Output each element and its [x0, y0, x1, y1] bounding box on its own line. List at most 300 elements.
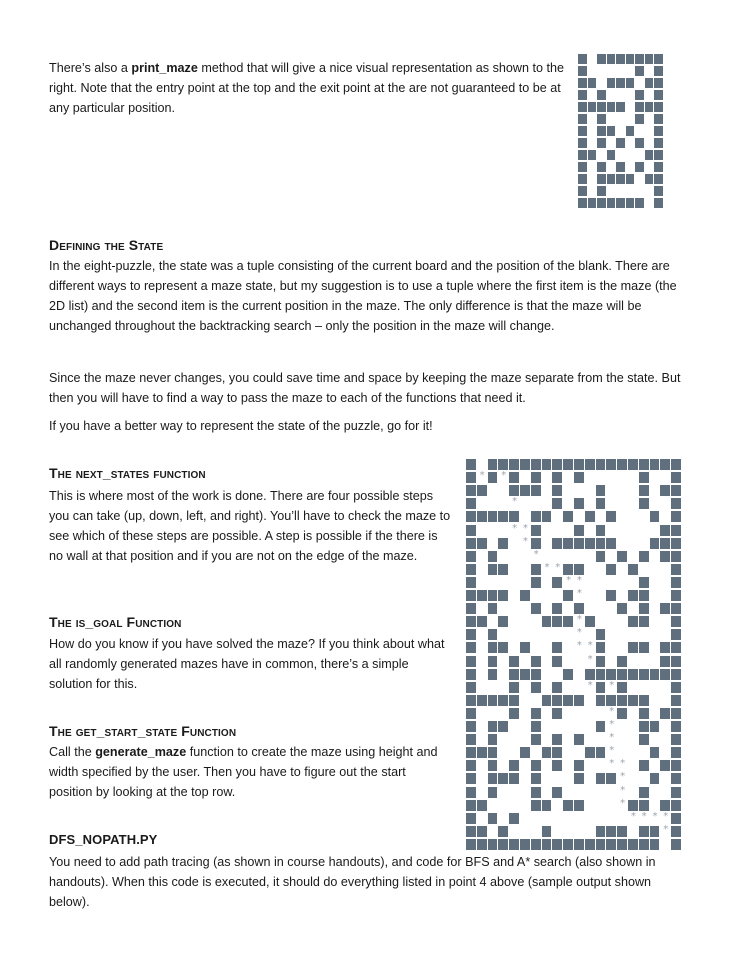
maze-wall-cell — [596, 642, 606, 653]
maze-wall-cell — [552, 747, 562, 758]
maze-wall-cell — [635, 162, 644, 172]
maze-wall-cell — [639, 721, 649, 732]
maze-wall-cell — [671, 747, 681, 758]
maze-wall-cell — [645, 54, 654, 64]
maze-wall-cell — [671, 590, 681, 601]
maze-wall-cell — [466, 498, 476, 509]
maze-wall-cell — [488, 564, 498, 575]
maze-wall-cell — [488, 459, 498, 470]
maze-wall-cell — [542, 826, 552, 837]
maze-wall-cell — [639, 708, 649, 719]
maze-wall-cell — [531, 721, 541, 732]
maze-wall-cell — [531, 656, 541, 667]
maze-wall-cell — [654, 150, 663, 160]
maze-wall-cell — [650, 669, 660, 680]
maze-wall-cell — [626, 78, 635, 88]
maze-wall-cell — [563, 616, 573, 627]
maze-wall-cell — [542, 800, 552, 811]
maze-wall-cell — [596, 669, 606, 680]
maze-path-marker: * — [522, 522, 529, 534]
maze-wall-cell — [552, 708, 562, 719]
maze-wall-cell — [574, 773, 584, 784]
maze-wall-cell — [626, 174, 635, 184]
maze-wall-cell — [635, 102, 644, 112]
maze-wall-cell — [488, 642, 498, 653]
maze-wall-cell — [616, 78, 625, 88]
maze-wall-cell — [477, 747, 487, 758]
maze-wall-cell — [660, 603, 670, 614]
maze-wall-cell — [552, 603, 562, 614]
maze-wall-cell — [477, 590, 487, 601]
maze-wall-cell — [606, 538, 616, 549]
maze-path-marker: * — [619, 758, 626, 770]
maze-wall-cell — [596, 721, 606, 732]
maze-wall-cell — [488, 747, 498, 758]
maze-wall-cell — [671, 787, 681, 798]
maze-wall-cell — [628, 459, 638, 470]
maze-wall-cell — [498, 642, 508, 653]
maze-wall-cell — [563, 459, 573, 470]
maze-wall-cell — [563, 800, 573, 811]
maze-wall-cell — [660, 538, 670, 549]
maze-wall-cell — [477, 839, 487, 850]
maze-wall-cell — [574, 538, 584, 549]
maze-wall-cell — [552, 472, 562, 483]
maze-wall-cell — [597, 198, 606, 208]
maze-wall-cell — [531, 577, 541, 588]
intro-paragraph: There’s also a print_maze method that will give a nice visual representation as shown to the right. Note that the entry point at the top and the exit point at the are not guaranteed to be at any particular position. — [49, 61, 564, 115]
maze-wall-cell — [552, 839, 562, 850]
maze-wall-cell — [639, 826, 649, 837]
maze-wall-cell — [671, 629, 681, 640]
maze-wall-cell — [671, 695, 681, 706]
maze-wall-cell — [628, 564, 638, 575]
maze-wall-cell — [650, 747, 660, 758]
maze-wall-cell — [498, 538, 508, 549]
maze-wall-cell — [552, 577, 562, 588]
maze-wall-cell — [466, 734, 476, 745]
maze-wall-cell — [542, 695, 552, 706]
maze-wall-cell — [466, 577, 476, 588]
maze-wall-cell — [488, 603, 498, 614]
maze-wall-cell — [477, 485, 487, 496]
maze-wall-cell — [597, 126, 606, 136]
maze-wall-cell — [635, 114, 644, 124]
maze-wall-cell — [654, 90, 663, 100]
maze-wall-cell — [488, 760, 498, 771]
maze-wall-cell — [628, 616, 638, 627]
maze-path-marker: * — [576, 588, 583, 599]
maze-wall-cell — [654, 174, 663, 184]
maze-wall-cell — [607, 102, 616, 112]
maze-wall-cell — [671, 472, 681, 483]
maze-wall-cell — [574, 760, 584, 771]
maze-wall-cell — [498, 826, 508, 837]
maze-wall-cell — [466, 695, 476, 706]
maze-wall-cell — [488, 590, 498, 601]
defining-state-paragraph-1: In the eight-puzzle, the state was a tuple consisting of the current board and the position of the blank. There are different ways to represent a maze state, but my suggestion is to use a tuple where the first item is the maze (the 2D list) and the second item is the current position in the maze. The only difference is that the maze will be unchanged throughout the backtracking search – only the position in the maze will change. — [49, 259, 677, 333]
maze-wall-cell — [466, 590, 476, 601]
maze-wall-cell — [628, 590, 638, 601]
maze-wall-cell — [563, 590, 573, 601]
maze-wall-cell — [520, 747, 530, 758]
maze-wall-cell — [588, 198, 597, 208]
maze-wall-cell — [606, 839, 616, 850]
maze-wall-cell — [578, 162, 587, 172]
maze-wall-cell — [585, 616, 595, 627]
dfs-nopath-paragraph: You need to add path tracing (as shown in course handouts), and code for BFS and A* search (also shown in handouts). When this code is executed, it should do everything listed in point 4 above (sample output shown below). — [49, 855, 656, 909]
maze-wall-cell — [585, 839, 595, 850]
maze-wall-cell — [671, 656, 681, 667]
maze-wall-cell — [498, 590, 508, 601]
maze-wall-cell — [596, 538, 606, 549]
maze-wall-cell — [606, 590, 616, 601]
next-states-paragraph: This is where most of the work is done. There are four possible steps you can take (up, down, left, and right). You’ll have to check the maze to see which of these steps are possible. A step is possible if the there is no wall at that position and if you are not on the edge of the maze. — [49, 489, 451, 563]
maze-wall-cell — [617, 551, 627, 562]
maze-wall-cell — [607, 54, 616, 64]
maze-wall-cell — [531, 734, 541, 745]
maze-wall-cell — [628, 695, 638, 706]
maze-wall-cell — [654, 102, 663, 112]
maze-wall-cell — [466, 603, 476, 614]
maze-path-marker: * — [608, 719, 615, 730]
maze-wall-cell — [588, 102, 597, 112]
maze-wall-cell — [617, 839, 627, 850]
maze-path-marker: * — [576, 640, 583, 652]
maze-wall-cell — [466, 616, 476, 627]
maze-wall-cell — [477, 826, 487, 837]
maze-wall-cell — [654, 138, 663, 148]
maze-wall-cell — [616, 198, 625, 208]
maze-wall-cell — [596, 656, 606, 667]
maze-path-marker: * — [500, 470, 507, 482]
maze-wall-cell — [552, 695, 562, 706]
maze-wall-cell — [509, 656, 519, 667]
maze-wall-cell — [531, 708, 541, 719]
maze-wall-cell — [574, 695, 584, 706]
maze-wall-cell — [488, 511, 498, 522]
maze-wall-cell — [466, 669, 476, 680]
maze-path-marker: * — [479, 470, 486, 482]
maze-wall-cell — [671, 721, 681, 732]
maze-wall-cell — [616, 138, 625, 148]
maze-wall-cell — [617, 826, 627, 837]
is-goal-heading: The is_goal Function — [49, 614, 182, 630]
maze-wall-cell — [606, 773, 616, 784]
maze-wall-cell — [639, 498, 649, 509]
maze-wall-cell — [639, 472, 649, 483]
print-maze-term: print_maze — [131, 61, 198, 75]
maze-wall-cell — [597, 54, 606, 64]
maze-wall-cell — [639, 839, 649, 850]
maze-wall-cell — [596, 498, 606, 509]
maze-wall-cell — [639, 760, 649, 771]
maze-wall-cell — [509, 813, 519, 824]
maze-wall-cell — [650, 826, 660, 837]
maze-wall-cell — [597, 114, 606, 124]
maze-wall-cell — [596, 682, 606, 693]
maze-wall-cell — [531, 839, 541, 850]
maze-path-marker: * — [662, 810, 669, 822]
maze-wall-cell — [617, 656, 627, 667]
maze-wall-cell — [488, 813, 498, 824]
maze-wall-cell — [671, 839, 681, 850]
maze-wall-cell — [650, 773, 660, 784]
maze-wall-cell — [466, 485, 476, 496]
maze-wall-cell — [671, 826, 681, 837]
maze-wall-cell — [466, 459, 476, 470]
maze-wall-cell — [466, 472, 476, 483]
maze-wall-cell — [635, 54, 644, 64]
maze-path-marker: * — [619, 771, 626, 783]
maze-wall-cell — [671, 682, 681, 693]
maze-wall-cell — [498, 695, 508, 706]
maze-wall-cell — [466, 511, 476, 522]
maze-wall-cell — [617, 459, 627, 470]
maze-path-marker: * — [608, 745, 615, 757]
maze-wall-cell — [542, 747, 552, 758]
maze-wall-cell — [477, 695, 487, 706]
maze-wall-cell — [585, 538, 595, 549]
maze-wall-cell — [466, 629, 476, 640]
maze-wall-cell — [671, 708, 681, 719]
maze-wall-cell — [531, 511, 541, 522]
maze-wall-cell — [498, 616, 508, 627]
maze-wall-cell — [466, 826, 476, 837]
maze-wall-cell — [616, 102, 625, 112]
maze-wall-cell — [542, 459, 552, 470]
maze-wall-cell — [498, 721, 508, 732]
maze-wall-cell — [563, 839, 573, 850]
maze-wall-cell — [578, 150, 587, 160]
maze-wall-cell — [671, 511, 681, 522]
maze-path-marker: * — [608, 679, 615, 691]
maze-wall-cell — [563, 669, 573, 680]
maze-wall-cell — [552, 760, 562, 771]
maze-wall-cell — [597, 174, 606, 184]
maze-wall-cell — [671, 773, 681, 784]
maze-wall-cell — [606, 826, 616, 837]
maze-wall-cell — [578, 102, 587, 112]
maze-wall-cell — [639, 590, 649, 601]
maze-wall-cell — [466, 538, 476, 549]
maze-wall-cell — [488, 656, 498, 667]
maze-wall-cell — [578, 54, 587, 64]
maze-wall-cell — [466, 800, 476, 811]
maze-wall-cell — [639, 485, 649, 496]
maze-wall-cell — [639, 669, 649, 680]
maze-wall-cell — [671, 564, 681, 575]
maze-wall-cell — [578, 114, 587, 124]
maze-wall-cell — [531, 459, 541, 470]
maze-wall-cell — [585, 459, 595, 470]
maze-wall-cell — [635, 66, 644, 76]
maze-wall-cell — [498, 511, 508, 522]
maze-wall-cell — [596, 839, 606, 850]
maze-wall-cell — [617, 603, 627, 614]
maze-wall-cell — [574, 525, 584, 536]
maze-wall-cell — [596, 525, 606, 536]
maze-wall-cell — [498, 564, 508, 575]
maze-wall-cell — [617, 682, 627, 693]
maze-wall-cell — [509, 459, 519, 470]
maze-wall-cell — [617, 669, 627, 680]
maze-wall-cell — [509, 682, 519, 693]
maze-wall-cell — [671, 642, 681, 653]
maze-wall-cell — [671, 551, 681, 562]
maze-wall-cell — [542, 616, 552, 627]
maze-wall-cell — [488, 773, 498, 784]
maze-wall-cell — [596, 695, 606, 706]
maze-wall-cell — [645, 150, 654, 160]
maze-wall-cell — [616, 162, 625, 172]
maze-wall-cell — [542, 839, 552, 850]
maze-wall-cell — [531, 800, 541, 811]
maze-wall-cell — [574, 459, 584, 470]
maze-wall-cell — [466, 747, 476, 758]
maze-wall-cell — [596, 629, 606, 640]
maze-wall-cell — [671, 734, 681, 745]
maze-wall-cell — [488, 839, 498, 850]
maze-wall-cell — [574, 839, 584, 850]
maze-wall-cell — [552, 656, 562, 667]
maze-wall-cell — [509, 669, 519, 680]
maze-wall-cell — [509, 708, 519, 719]
maze-wall-cell — [654, 186, 663, 196]
maze-path-marker: * — [543, 561, 550, 573]
maze-path-marker: * — [662, 823, 669, 835]
maze-wall-cell — [606, 511, 616, 522]
maze-wall-cell — [531, 669, 541, 680]
maze-wall-cell — [488, 472, 498, 483]
maze-wall-cell — [628, 839, 638, 850]
maze-wall-cell — [654, 66, 663, 76]
maze-wall-cell — [597, 138, 606, 148]
maze-wall-cell — [552, 485, 562, 496]
maze-wall-cell — [607, 126, 616, 136]
generate-maze-term: generate_maze — [95, 745, 187, 759]
maze-wall-cell — [509, 760, 519, 771]
maze-wall-cell — [596, 459, 606, 470]
maze-wall-cell — [552, 682, 562, 693]
maze-wall-cell — [650, 839, 660, 850]
maze-wall-cell — [660, 669, 670, 680]
maze-wall-cell — [639, 603, 649, 614]
maze-wall-cell — [466, 708, 476, 719]
maze-wall-cell — [531, 773, 541, 784]
maze-wall-cell — [607, 78, 616, 88]
maze-wall-cell — [477, 511, 487, 522]
maze-wall-cell — [552, 498, 562, 509]
maze-wall-cell — [597, 90, 606, 100]
maze-wall-cell — [660, 551, 670, 562]
maze-wall-cell — [596, 551, 606, 562]
maze-wall-cell — [671, 577, 681, 588]
maze-wall-cell — [542, 511, 552, 522]
maze-wall-cell — [520, 459, 530, 470]
maze-path-marker: * — [608, 705, 615, 717]
maze-path-marker: * — [576, 614, 583, 626]
maze-wall-cell — [645, 78, 654, 88]
maze-wall-cell — [607, 198, 616, 208]
maze-wall-cell — [488, 551, 498, 562]
is-goal-paragraph: How do you know if you have solved the maze? If you think about what all randomly generated mazes have in common, there’s a simple solution for this. — [49, 637, 445, 691]
maze-wall-cell — [645, 102, 654, 112]
maze-wall-cell — [578, 198, 587, 208]
maze-wall-cell — [616, 54, 625, 64]
maze-wall-cell — [531, 485, 541, 496]
maze-wall-cell — [477, 800, 487, 811]
maze-wall-cell — [654, 54, 663, 64]
maze-wall-cell — [654, 162, 663, 172]
maze-path-marker: * — [576, 627, 583, 639]
next-states-heading: The next_states function — [49, 465, 206, 481]
maze-wall-cell — [596, 747, 606, 758]
maze-wall-cell — [531, 564, 541, 575]
maze-wall-cell — [578, 174, 587, 184]
maze-wall-cell — [606, 459, 616, 470]
maze-wall-cell — [466, 642, 476, 653]
maze-wall-cell — [578, 90, 587, 100]
maze-wall-cell — [466, 656, 476, 667]
maze-wall-cell — [597, 186, 606, 196]
maze-wall-cell — [531, 682, 541, 693]
defining-state-paragraph-3: If you have a better way to represent the state of the puzzle, go for it! — [49, 419, 433, 433]
maze-wall-cell — [626, 126, 635, 136]
maze-wall-cell — [660, 459, 670, 470]
maze-path-marker: * — [619, 797, 626, 809]
maze-wall-cell — [509, 695, 519, 706]
maze-wall-cell — [574, 800, 584, 811]
maze-wall-cell — [466, 813, 476, 824]
maze-wall-cell — [488, 734, 498, 745]
maze-wall-cell — [660, 642, 670, 653]
maze-wall-cell — [488, 787, 498, 798]
maze-path-marker: * — [608, 758, 615, 770]
maze-path-marker: * — [554, 561, 561, 573]
dfs-nopath-heading: DFS_NOPATH.PY — [49, 832, 158, 847]
maze-wall-cell — [498, 839, 508, 850]
maze-path-marker: * — [630, 810, 637, 822]
maze-wall-cell — [520, 485, 530, 496]
maze-wall-cell — [509, 839, 519, 850]
maze-wall-cell — [466, 839, 476, 850]
maze-path-marker: * — [608, 732, 615, 744]
maze-wall-cell — [671, 616, 681, 627]
maze-wall-cell — [488, 721, 498, 732]
maze-wall-cell — [607, 174, 616, 184]
maze-wall-cell — [626, 54, 635, 64]
maze-wall-cell — [639, 734, 649, 745]
maze-wall-cell — [671, 800, 681, 811]
maze-wall-cell — [650, 511, 660, 522]
maze-wall-cell — [588, 150, 597, 160]
maze-wall-cell — [639, 787, 649, 798]
maze-wall-cell — [671, 459, 681, 470]
small-maze-figure — [578, 54, 664, 210]
defining-state-paragraph-2: Since the maze never changes, you could save time and space by keeping the maze separate from the state. But then you will have to find a way to pass the maze to each of the functions that need it. — [49, 371, 681, 405]
maze-path-marker: * — [619, 784, 626, 796]
maze-wall-cell — [585, 747, 595, 758]
maze-wall-cell — [635, 198, 644, 208]
maze-wall-cell — [574, 498, 584, 509]
maze-wall-cell — [578, 78, 587, 88]
maze-wall-cell — [671, 525, 681, 536]
maze-wall-cell — [660, 525, 670, 536]
maze-wall-cell — [574, 734, 584, 745]
maze-wall-cell — [531, 603, 541, 614]
maze-wall-cell — [466, 773, 476, 784]
